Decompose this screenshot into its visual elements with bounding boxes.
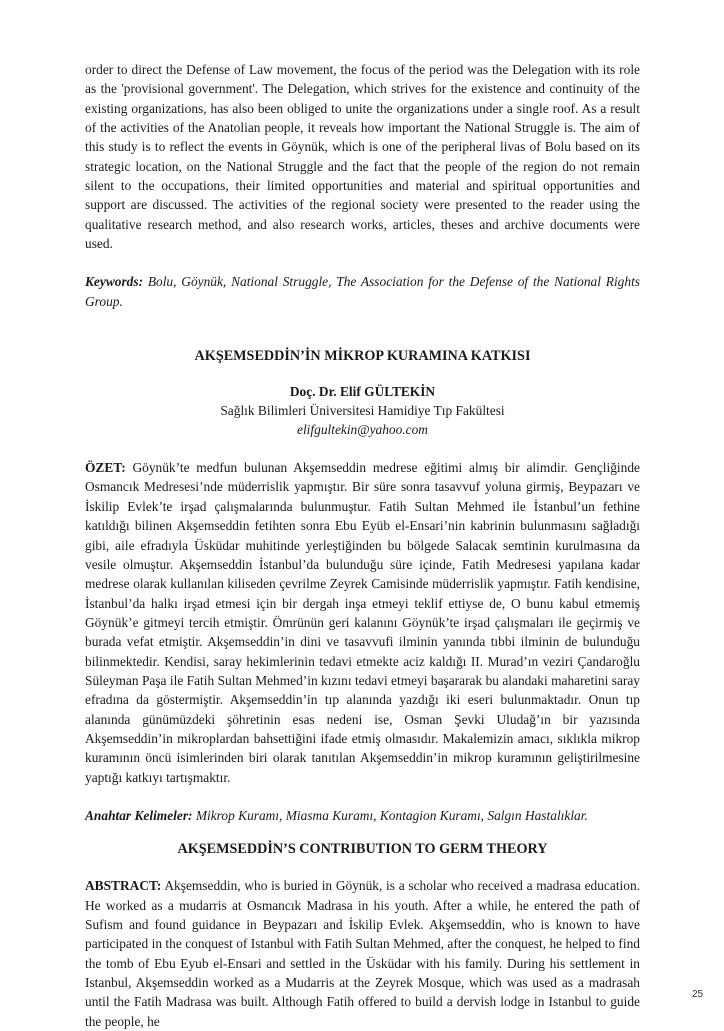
ozet-text: Göynük’te medfun bulunan Akşemseddin medrese eğitimi almış bir alimdir. Gençliğinde Osmancık Medresesi’nde müderrislik yapmıştır. Bir süre sonra tasavvuf yoluna girmiş, Beypazarı ve İskilip Evlek’te irşad çalışmalarında bulunmuştur. Fatih Sultan Mehmed ile İstanbul’un fethine katıldığı bilinen Akşemseddin fetihten sonra Ebu Eyüb el-Ensari’nin kabrinin bulunmasını sağladığı gibi, aile efradıyla Üsküdar muhitinde yerleştiğinden bu bölgede Salacak semtinin kurulmasına da vesile olmuştur. Akşemseddin İstanbul’da bulunduğu süre içinde, Fatih Medresesi yapılana kadar medrese olarak kullanılan kiliseden çevrilme Zeyrek Camisinde müderrislik yapmıştır. Fatih kendisine, İstanbul’da halkı irşad etmesi için bir dergah inşa etmeyi teklif ettiyse de, O bunu kabul etmemiş Göynük’e gitmeyi tercih etmiştir. Ömrünün geri kalanını Göynük’te irşad çalışmaları ile geçirmiş ve burada vefat etmiştir. Akşemseddin’in dini ve tasavvufi ilminin yanında tıbbi ilminin de bulunduğu bilinmektedir. Kendisi, saray hekimlerinin tedavi etmekte aciz kaldığı II. Murad’ın veziri Çandaroğlu Süleyman Paşa ile Fatih Sultan Mehmed’in kızını tedavi etmeyi başararak bu alandaki maharetini saray efradına da göstermiştir. Akşemseddin’in tıp alanında yazdığı iki eseri bulunmaktadır. Onun tıp alanında günümüzdeki şöhretinin esas nedeni ise, Osman Şevki Uludağ’ın bir yazısında Akşemseddin’in mikroplardan bahsettiğini ifade etmiş olmasıdır. Makalemizin amacı, sıklıkla mikrop kuramının öncü isimlerinden biri olarak tanıtılan Akşemseddin’in mikrop kuramının geliştirilmesine yaptığı katkıyı tartışmaktır. (85, 460, 640, 785)
keywords-label: Keywords: (85, 274, 144, 290)
ozet-paragraph (85, 458, 640, 787)
author-email: elifgultekin@yahoo.com (297, 422, 428, 438)
page-number: 25 (692, 989, 704, 1000)
author-affiliation: Sağlık Bilimleri Üniversitesi Hamidiye Tıp Fakültesi (220, 403, 505, 419)
article-title-english: AKŞEMSEDDİN’S CONTRIBUTION TO GERM THEORY (177, 841, 548, 858)
document-page (85, 60, 640, 1031)
ozet-label: ÖZET: (85, 460, 126, 476)
anahtar-label: Anahtar Kelimeler: (85, 807, 193, 823)
anahtar-text: Mikrop Kuramı, Miasma Kuramı, Kontagion Kuramı, Salgın Hastalıklar. (192, 807, 588, 823)
abstract-paragraph (85, 876, 640, 1031)
abstract-text: Akşemseddin, who is buried in Göynük, is a scholar who received a madrasa education. He worked as a mudarris at Osmancık Madrasa in his youth. After a while, he entered the path of Sufism and found guidance in Beypazarı and İskilip Evlek. Akşemseddin, who is known to have participated in the conquest of Istanbul with Fatih Sultan Mehmed, after the conquest, he helped to find the tomb of Ebu Eyub el-Ensari and settled in the Üsküdar with his family. During his settlement in Istanbul, Akşemseddin worked as a Mudarris at the Zeyrek Mosque, which was used as a madrasah until the Fatih Madrasa was built. Although Fatih offered to build a dervish lodge in Istanbul to guide the people, he (85, 878, 640, 1029)
anahtar-kelimeler-line (85, 806, 640, 825)
article-title-turkish: AKŞEMSEDDİN’İN MİKROP KURAMINA KATKISI (194, 348, 531, 365)
abstract-label: ABSTRACT: (85, 878, 162, 894)
author-name: Doç. Dr. Elif GÜLTEKİN (289, 384, 436, 400)
intro-paragraph: order to direct the Defense of Law movement, the focus of the period was the Delegation with its role as the 'provisional government'. The Delegation, which strives for the existence and continuity of the existing organizations, has also been obliged to unite the organizations under a single roof. As a result of the activities of the Anatolian people, it reveals how important the National Struggle is. The aim of this study is to reflect the events in Göynük, which is one of the peripheral livas of Bolu based on its strategic location, on the National Struggle and the fact that the people of the region do not remain silent to the occupations, their limited opportunities and material and spiritual opportunities and support are discussed. The activities of the regional society were presented to the reader using the qualitative research method, and also research works, articles, theses and archive documents were used. (85, 62, 640, 252)
keywords-line (85, 272, 640, 311)
keywords-text: Bolu, Göynük, National Struggle, The Association for the Defense of the National Rights Group. (85, 274, 640, 309)
